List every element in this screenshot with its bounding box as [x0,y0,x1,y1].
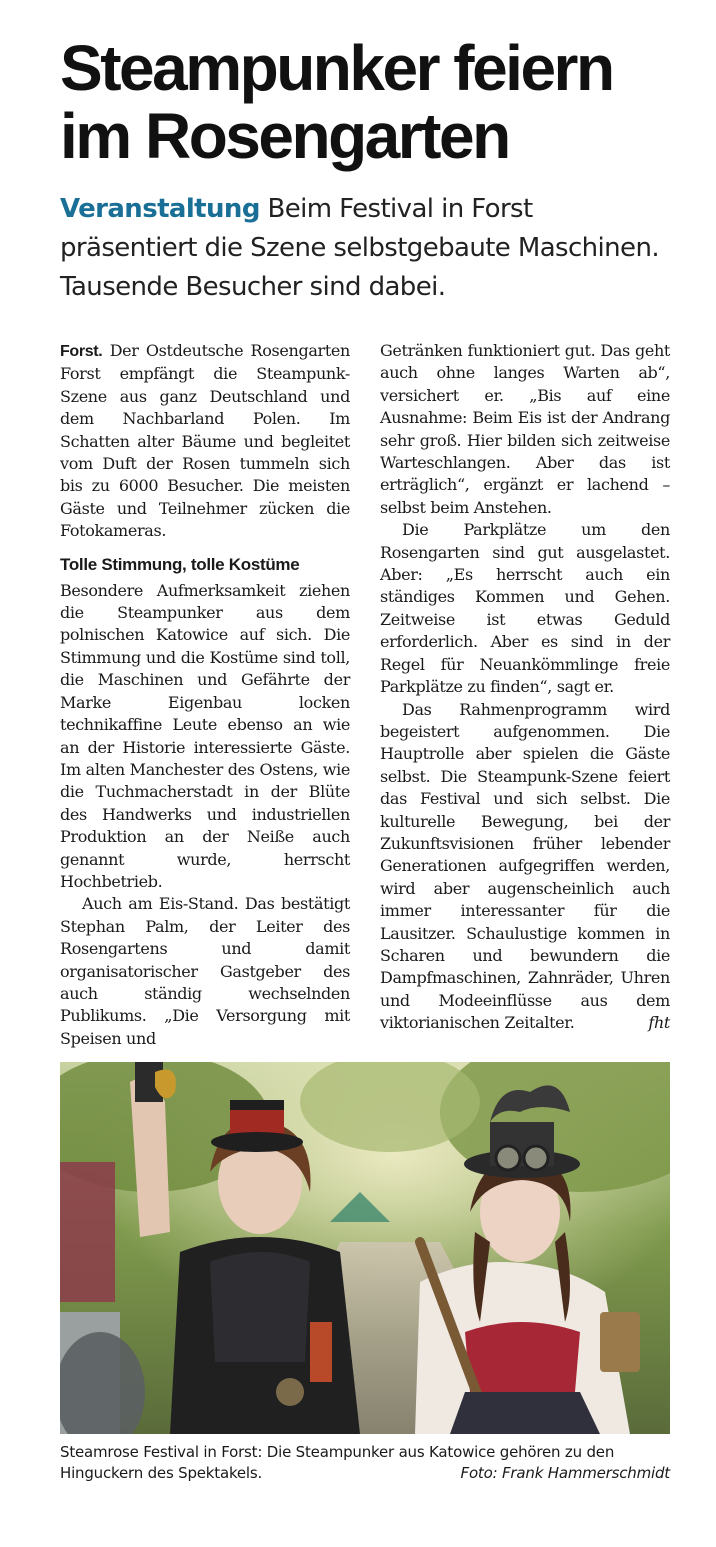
author-initials: fht [648,1013,670,1033]
paragraph-2: Besondere Aufmerksamkeit ziehen die Steampunker aus dem polnischen Katowice auf sich. Die Stimmung und die Kostüme sind toll, die Maschinen und Gefährte der Marke Eigenbau locken technikaffine Leute ebenso an wie an der Historie interessierte Gäste. Im alten Manchester des Ostens, wie die Tuchmacherstadt in der Blüte des Handwerks und industriellen Produktion an der Neiße auch genannt wurde, herrscht Hochbetrieb. [60,580,350,891]
caption-text: Steamrose Festival in Forst: Die Steampunker aus Katowice gehören zu den Hinguckern des Spektakels. [60,1443,615,1482]
deck [60,190,670,307]
dateline: Forst. [60,343,103,360]
paragraph-3-continued: Getränken funktioniert gut. Das geht auch ohne langes Warten ab“, versichert er. „Bis auf eine Ausnahme: Beim Eis ist der Andrang sehr groß. Hier bilden sich zeitweise Warteschlangen. Aber das ist erträglich“, ergänzt er lachend – selbst beim Anstehen. [380,341,670,517]
paragraph-1-text: Der Ostdeutsche Rosengarten Forst empfängt die Steampunk-Szene aus ganz Deutschland und dem Nachbarland Polen. Im Schatten alter Bäume und begleitet vom Duft der Rosen tummeln sich bis zu 6000 Besucher. Die meisten Gäste und Teilnehmer zücken die Fotokameras. [60,341,350,541]
column-right [380,340,670,1035]
photo [60,1062,670,1434]
headline-line-1: Steampunker feiern [60,32,613,104]
subhead: Tolle Stimmung, tolle Kostüme [60,554,300,574]
paragraph-5-text: Das Rahmenprogramm wird begeistert aufgenommen. Die Hauptrolle aber spielen die Gäste selbst. Die Steampunk-Szene feiert das Festival und sich selbst. Die kulturelle Bewegung, bei der Zukunftsvisionen früher lebender Generationen aufgegriffen werden, wird aber augenscheinlich auch immer interessanter für die Lausitzer. Schaulustige kommen in Scharen und bewundern die Dampfmaschinen, Zahnräder, Uhren und Modeeinflüsse aus dem viktorianischen Zeitalter. [380,699,670,1033]
headline-line-2: im Rosengarten [60,100,509,172]
paragraph-3: Auch am Eis-Stand. Das bestätigt Stephan Palm, der Leiter des Rosengartens und damit organisatorischer Gastgeber des auch ständig wechselnden Publikums. „Die Versorgung mit Speisen und [60,894,350,1048]
photo-caption [60,1442,670,1484]
kicker: Veranstaltung [60,194,260,224]
paragraph-4: Die Parkplätze um den Rosengarten sind gut ausgelastet. Aber: „Es herrscht auch ein ständiges Kommen und Gehen. Zeitweise ist etwas Geduld erforderlich. Aber es sind in der Regel für Neuankömmlinge freie Parkplätze zu finden“, sagt er. [380,520,670,697]
headline [60,34,670,170]
deck-text: Beim Festival in Forst präsentiert die Szene selbstgebaute Maschinen. Tausende Besucher sind dabei. [60,194,659,302]
paragraph-5 [380,699,670,1035]
article-body [60,340,670,1048]
column-left [60,340,350,1050]
article [60,32,670,1048]
photo-credit: Foto: Frank Hammerschmidt [460,1464,670,1482]
photo-image [60,1062,670,1434]
paragraph-1 [60,340,350,543]
